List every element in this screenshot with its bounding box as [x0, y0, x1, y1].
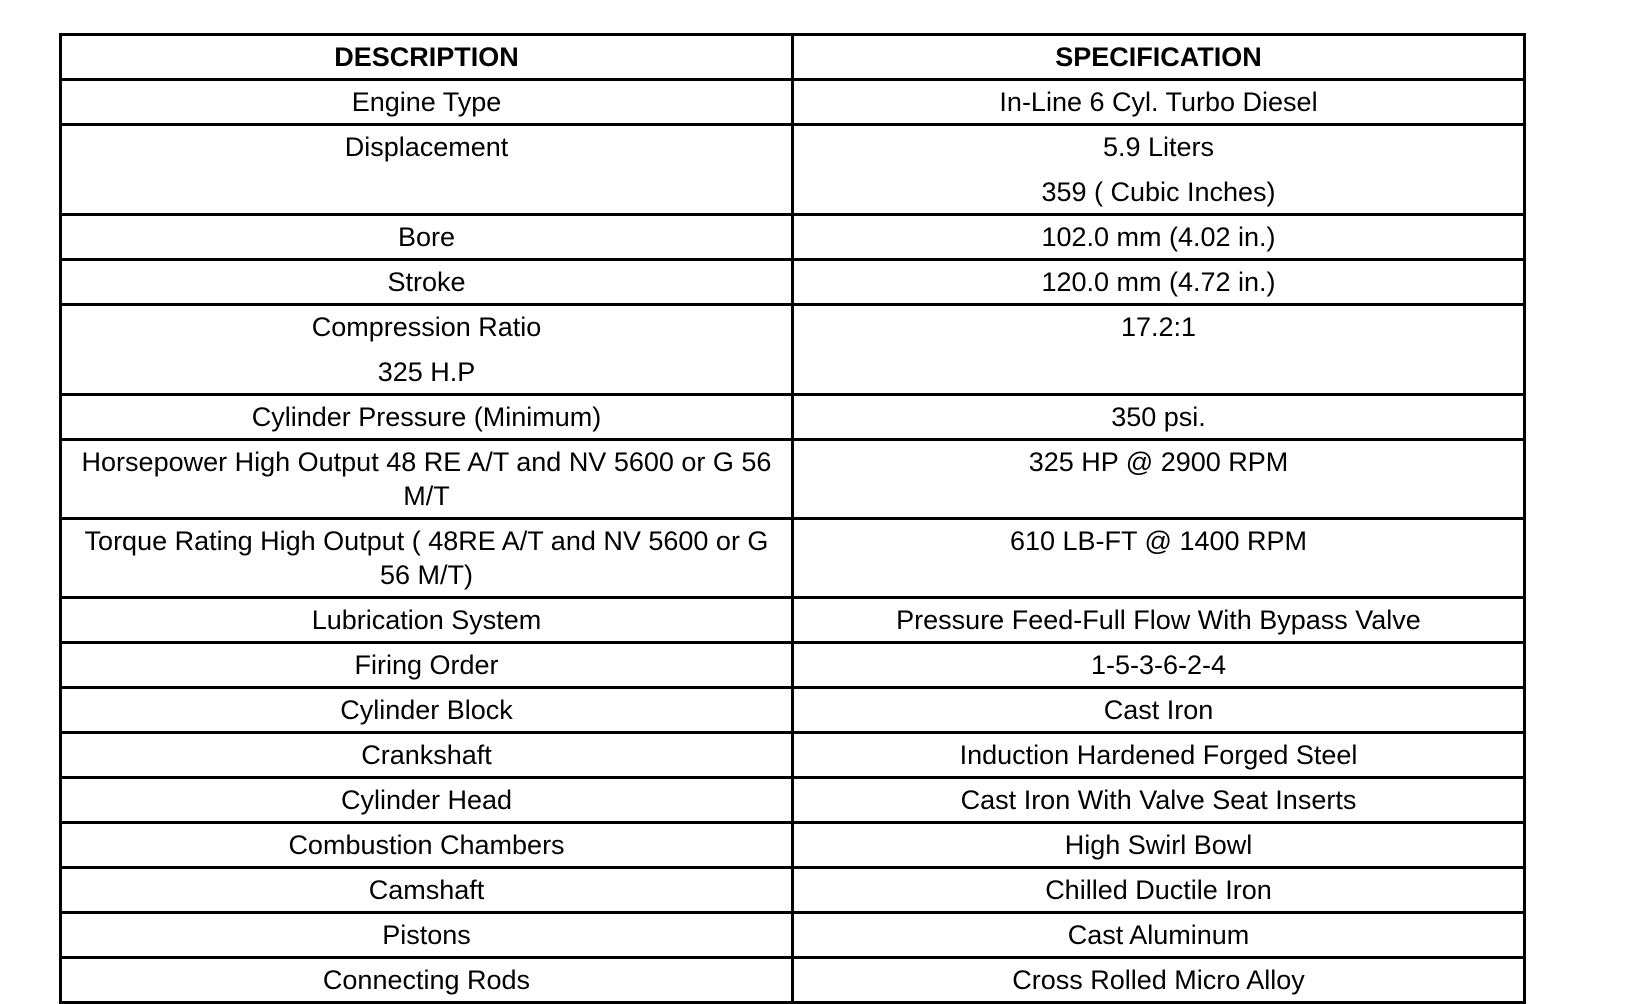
- table-header: [61, 35, 1525, 80]
- description-cell: [61, 260, 793, 305]
- table-row: [61, 688, 1525, 733]
- description-cell: [61, 958, 793, 1003]
- specification-text: Chilled Ductile Iron: [1045, 875, 1272, 905]
- specification-text: 350 psi.: [1111, 402, 1206, 432]
- specification-text: Cast Iron: [1103, 695, 1214, 725]
- specification-text: 5.9 Liters: [1102, 132, 1215, 162]
- table-row: [61, 733, 1525, 778]
- specification-cell: [793, 305, 1525, 395]
- description-cell: [61, 778, 793, 823]
- description-text: Engine Type: [351, 87, 502, 117]
- engine-spec-table: [59, 33, 1526, 1004]
- specification-cell: [793, 125, 1525, 215]
- specification-text: 102.0 mm (4.02 in.): [1041, 222, 1276, 252]
- table-row: [61, 598, 1525, 643]
- description-text: Camshaft: [368, 875, 485, 905]
- specification-text: 610 LB-FT @ 1400 RPM: [1009, 526, 1308, 556]
- description-text: Stroke: [387, 267, 466, 297]
- specification-cell: [793, 519, 1525, 598]
- description-text: Horsepower High Output 48 RE A/T and NV 5600 or G 56 M/T: [81, 447, 772, 511]
- specification-cell: [793, 958, 1525, 1003]
- specification-text: Cast Iron With Valve Seat Inserts: [960, 785, 1357, 815]
- specification-text: 1-5-3-6-2-4: [1090, 650, 1227, 680]
- table-row: [61, 958, 1525, 1003]
- description-cell: [61, 823, 793, 868]
- table-row: [61, 80, 1525, 125]
- description-text: Compression Ratio: [311, 312, 542, 342]
- table-row: [61, 395, 1525, 440]
- description-cell: [61, 395, 793, 440]
- specification-cell: [793, 80, 1525, 125]
- specification-text: High Swirl Bowl: [1064, 830, 1253, 860]
- description-cell: [61, 80, 793, 125]
- specification-text: Pressure Feed-Full Flow With Bypass Valve: [896, 605, 1421, 635]
- description-cell: [61, 305, 793, 395]
- description-text: Cylinder Pressure (Minimum): [251, 402, 602, 432]
- specification-cell: [793, 260, 1525, 305]
- description-text: Firing Order: [354, 650, 499, 680]
- specification-cell: [793, 395, 1525, 440]
- description-cell: [61, 733, 793, 778]
- description-cell: [61, 688, 793, 733]
- specification-cell: [793, 913, 1525, 958]
- table-row: [61, 440, 1525, 519]
- description-text: 325 H.P: [377, 357, 476, 387]
- table-row: [61, 260, 1525, 305]
- description-cell: [61, 519, 793, 598]
- description-cell: [61, 913, 793, 958]
- specification-cell: [793, 823, 1525, 868]
- description-text: Bore: [397, 222, 456, 252]
- table-row: [61, 778, 1525, 823]
- table-row: [61, 643, 1525, 688]
- table-body: [61, 80, 1525, 1003]
- specification-cell: [793, 868, 1525, 913]
- specification-text: Induction Hardened Forged Steel: [959, 740, 1358, 770]
- description-cell: [61, 125, 793, 215]
- specification-text: 17.2:1: [1120, 312, 1197, 342]
- description-text: Combustion Chambers: [288, 830, 565, 860]
- specification-text: Cast Aluminum: [1067, 920, 1250, 950]
- description-text: Cylinder Head: [340, 785, 513, 815]
- description-cell: [61, 215, 793, 260]
- description-cell: [61, 643, 793, 688]
- specification-cell: [793, 778, 1525, 823]
- description-text: Cylinder Block: [340, 695, 513, 725]
- table-row: [61, 868, 1525, 913]
- specification-text: In-Line 6 Cyl. Turbo Diesel: [999, 87, 1318, 117]
- specification-column-header: SPECIFICATION: [793, 35, 1525, 80]
- specification-cell: [793, 440, 1525, 519]
- description-cell: [61, 868, 793, 913]
- table-row: [61, 823, 1525, 868]
- specification-text: 359 ( Cubic Inches): [1041, 177, 1276, 207]
- table-row: [61, 125, 1525, 215]
- specification-cell: [793, 688, 1525, 733]
- specification-cell: [793, 598, 1525, 643]
- specification-text: 120.0 mm (4.72 in.): [1041, 267, 1276, 297]
- description-text: Pistons: [382, 920, 471, 950]
- table-row: [61, 913, 1525, 958]
- description-text: Connecting Rods: [322, 965, 531, 995]
- specification-text: Cross Rolled Micro Alloy: [1012, 965, 1305, 995]
- description-cell: [61, 440, 793, 519]
- specification-cell: [793, 215, 1525, 260]
- description-column-header: DESCRIPTION: [61, 35, 793, 80]
- specification-text: 325 HP @ 2900 RPM: [1028, 447, 1289, 477]
- specification-cell: [793, 643, 1525, 688]
- table-row: [61, 305, 1525, 395]
- specification-cell: [793, 733, 1525, 778]
- table-row: [61, 215, 1525, 260]
- description-text: Torque Rating High Output ( 48RE A/T and NV 5600 or G 56 M/T): [84, 526, 769, 590]
- description-text: Displacement: [344, 132, 509, 162]
- description-text: Crankshaft: [361, 740, 492, 770]
- description-cell: [61, 598, 793, 643]
- table-row: [61, 519, 1525, 598]
- description-text: Lubrication System: [311, 605, 542, 635]
- header-row: [61, 35, 1525, 80]
